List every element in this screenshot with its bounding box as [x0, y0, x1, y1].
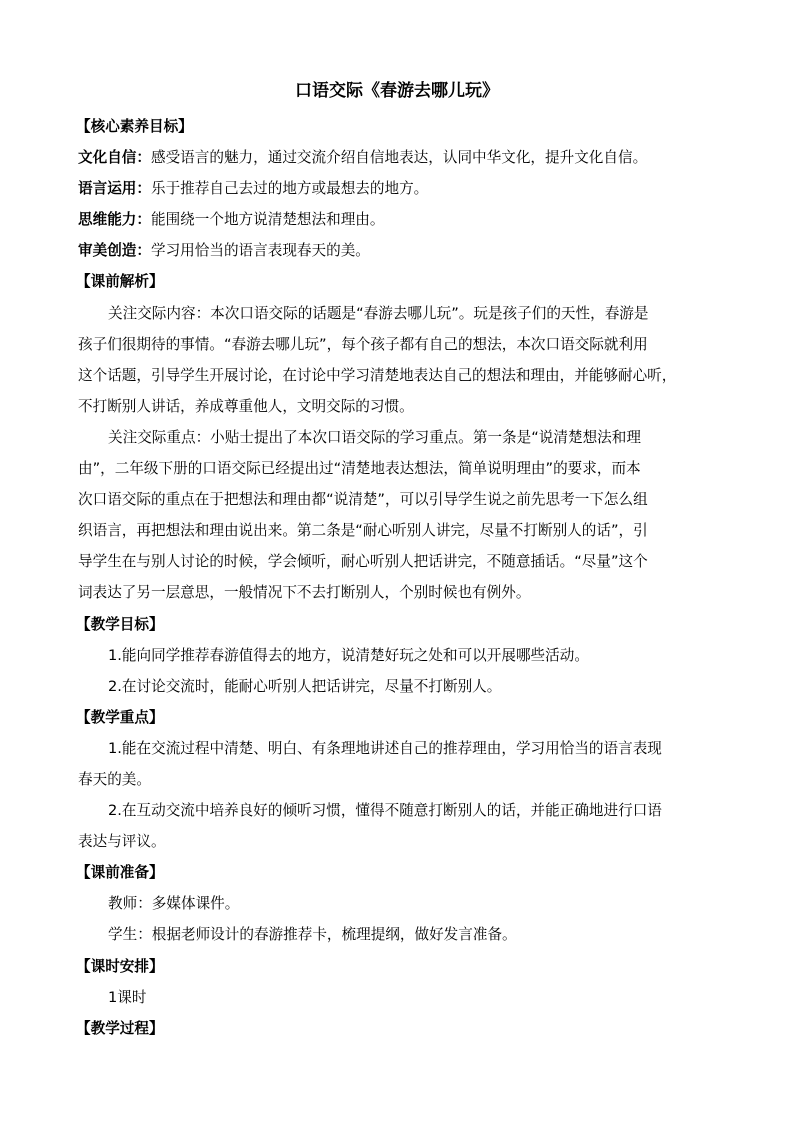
paragraph-line: 词表达了另一层意思，一般情况下不去打断别人，个别时候也有例外。: [78, 584, 531, 602]
core-item: [78, 173, 728, 204]
core-item-label: 思维能力：: [78, 211, 151, 229]
core-item: [78, 204, 728, 235]
prep-item: 教师：多媒体课件。: [108, 895, 240, 913]
schedule-text: 1课时: [108, 988, 147, 1006]
section-heading-schedule: 【课时安排】: [76, 957, 164, 975]
section-heading-prep: 【课前准备】: [76, 864, 164, 882]
paragraph-line: 关注交际重点：小贴士提出了本次口语交际的学习重点。第一条是“说清楚想法和理: [108, 428, 641, 446]
core-item-label: 审美创造：: [78, 242, 151, 260]
core-item-text: 学习用恰当的语言表现春天的美。: [150, 242, 370, 260]
key-point-line: 1.能在交流过程中清楚、明白、有条理地讲述自己的推荐理由，学习用恰当的语言表现: [108, 739, 662, 757]
document-body: [78, 111, 728, 1044]
document-title: 口语交际《春游去哪儿玩》: [295, 81, 499, 101]
key-point-line: 2.在互动交流中培养良好的倾听习惯，懂得不随意打断别人的话，并能正确地进行口语: [108, 802, 662, 820]
goal-item: 1.能向同学推荐春游值得去的地方，说清楚好玩之处和可以开展哪些活动。: [108, 646, 589, 664]
core-item: [78, 142, 728, 173]
paragraph-line: 孩子们很期待的事情。“春游去哪儿玩”，每个孩子都有自己的想法，本次口语交际就利用: [78, 335, 648, 353]
goal-item: 2.在讨论交流时，能耐心听别人把话讲完，尽量不打断别人。: [108, 677, 502, 695]
section-heading-process: 【教学过程】: [76, 1019, 164, 1037]
paragraph-line: 导学生在与别人讨论的时候，学会倾听，耐心听别人把话讲完，不随意插话。“尽量”这个: [78, 553, 648, 571]
paragraph-line: 不打断别人讲话，养成尊重他人，文明交际的习惯。: [78, 397, 414, 415]
prep-item: 学生：根据老师设计的春游推荐卡，梳理提纲，做好发言准备。: [108, 926, 517, 944]
core-item: [78, 235, 728, 266]
key-point-line: 春天的美。: [78, 770, 151, 788]
core-item-text: 乐于推荐自己去过的地方或最想去的地方。: [150, 180, 429, 198]
section-heading-core: 【核心素养目标】: [76, 118, 193, 135]
core-item-label: 语言运用：: [78, 180, 151, 198]
core-item-label: 文化自信：: [78, 149, 151, 167]
section-heading-key-points: 【教学重点】: [76, 708, 164, 726]
paragraph-line: 关注交际内容：本次口语交际的话题是“春游去哪儿玩”。玩是孩子们的天性，春游是: [108, 304, 649, 322]
section-heading-goals: 【教学目标】: [76, 615, 164, 633]
key-point-line: 表达与评议。: [78, 833, 166, 851]
paragraph-line: 这个话题，引导学生开展讨论，在讨论中学习清楚地表达自己的想法和理由，并能够耐心听，: [78, 366, 677, 384]
paragraph-line: 由”，二年级下册的口语交际已经提出过“清楚地表达想法，简单说明理由”的要求，而本: [78, 460, 641, 478]
paragraph-line: 织语言，再把想法和理由说出来。第二条是“耐心听别人讲完，尽量不打断别人的话”，引: [78, 522, 648, 540]
section-heading-analysis: 【课前解析】: [76, 273, 164, 291]
core-item-text: 能围绕一个地方说清楚想法和理由。: [150, 211, 385, 229]
core-item-text: 感受语言的魅力，通过交流介绍自信地表达，认同中华文化，提升文化自信。: [150, 149, 648, 167]
paragraph-line: 次口语交际的重点在于把想法和理由都“说清楚”，可以引导学生说之前先思考一下怎么组: [78, 491, 648, 509]
